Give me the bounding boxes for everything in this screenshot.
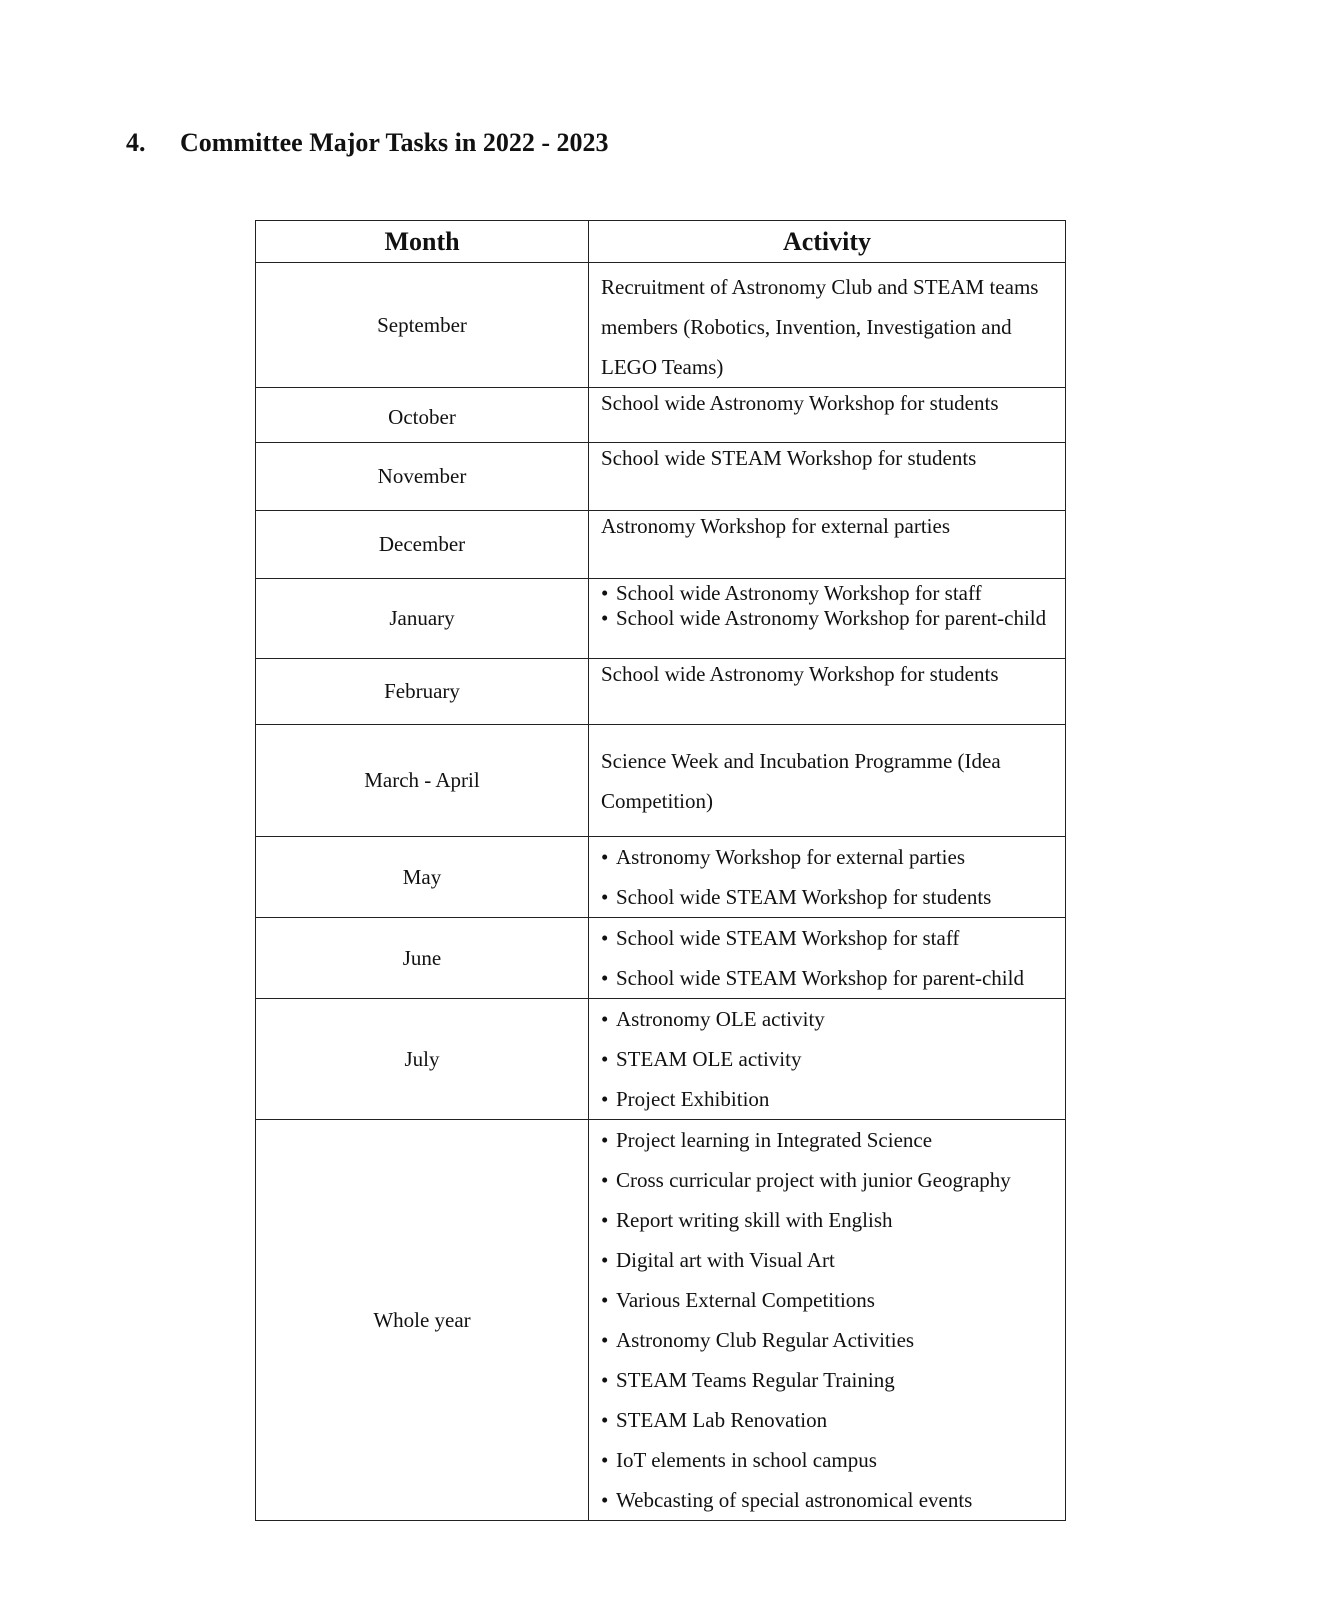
table-row — [256, 263, 1066, 388]
list-item: • Report writing skill with English — [601, 1200, 1057, 1240]
activity-cell — [589, 918, 1066, 999]
list-item: • STEAM Teams Regular Training — [601, 1360, 1057, 1400]
list-item: • STEAM Lab Renovation — [601, 1400, 1057, 1440]
month-cell: Whole year — [256, 1120, 589, 1521]
list-item: • STEAM OLE activity — [601, 1039, 1057, 1079]
month-cell: November — [256, 443, 589, 511]
activity-cell — [589, 511, 1066, 579]
activity-cell — [589, 263, 1066, 388]
table-header-row — [256, 221, 1066, 263]
table-row — [256, 725, 1066, 837]
list-item: • Astronomy OLE activity — [601, 999, 1057, 1039]
table-row — [256, 659, 1066, 725]
list-item: • Webcasting of special astronomical events — [601, 1480, 1057, 1520]
month-cell: February — [256, 659, 589, 725]
section-heading — [126, 128, 609, 158]
list-item: • School wide Astronomy Workshop for staff — [601, 581, 1057, 606]
list-item: • School wide STEAM Workshop for staff — [601, 918, 1057, 958]
section-number: 4. — [126, 128, 146, 157]
table-row — [256, 1120, 1066, 1521]
table-row — [256, 999, 1066, 1120]
activity-text: Science Week and Incubation Programme (Idea Competition) — [601, 748, 1001, 813]
list-item: • Digital art with Visual Art — [601, 1240, 1057, 1280]
list-item: • Project Exhibition — [601, 1079, 1057, 1119]
list-item: • School wide STEAM Workshop for students — [601, 877, 1057, 917]
list-item: • School wide Astronomy Workshop for parent-child — [601, 606, 1057, 631]
month-cell: September — [256, 263, 589, 388]
table-row — [256, 579, 1066, 659]
month-cell: July — [256, 999, 589, 1120]
activity-text: Recruitment of Astronomy Club and STEAM teams members (Robotics, Invention, Investigation and LEGO Teams) — [601, 275, 1039, 379]
activity-cell — [589, 659, 1066, 725]
list-item: • Various External Competitions — [601, 1280, 1057, 1320]
activity-cell — [589, 725, 1066, 837]
month-cell: January — [256, 579, 589, 659]
activity-list — [601, 581, 1057, 630]
list-item: • School wide STEAM Workshop for parent-child — [601, 958, 1057, 998]
activity-cell — [589, 999, 1066, 1120]
list-item: • Astronomy Club Regular Activities — [601, 1320, 1057, 1360]
table-row — [256, 837, 1066, 918]
table-row — [256, 443, 1066, 511]
activity-cell — [589, 443, 1066, 511]
month-cell: December — [256, 511, 589, 579]
month-header: Month — [256, 221, 589, 263]
activity-cell — [589, 1120, 1066, 1521]
activity-cell — [589, 579, 1066, 659]
activity-list — [601, 837, 1057, 917]
list-item: • Project learning in Integrated Science — [601, 1120, 1057, 1160]
table-row — [256, 511, 1066, 579]
month-cell: June — [256, 918, 589, 999]
activity-text: School wide Astronomy Workshop for students — [601, 391, 999, 415]
month-cell: October — [256, 388, 589, 443]
month-cell: March - April — [256, 725, 589, 837]
list-item: • Cross curricular project with junior Geography — [601, 1160, 1057, 1200]
section-title: Committee Major Tasks in 2022 - 2023 — [180, 128, 609, 157]
list-item: • Astronomy Workshop for external parties — [601, 837, 1057, 877]
tasks-table — [255, 220, 1066, 1521]
table-row — [256, 388, 1066, 443]
activity-cell — [589, 388, 1066, 443]
list-item: • IoT elements in school campus — [601, 1440, 1057, 1480]
activity-text: Astronomy Workshop for external parties — [601, 514, 951, 538]
activity-text: School wide STEAM Workshop for students — [601, 446, 977, 470]
table-row — [256, 918, 1066, 999]
activity-list — [601, 999, 1057, 1119]
activity-text: School wide Astronomy Workshop for students — [601, 662, 999, 686]
activity-list — [601, 918, 1057, 998]
activity-list — [601, 1120, 1057, 1520]
activity-header: Activity — [589, 221, 1066, 263]
month-cell: May — [256, 837, 589, 918]
activity-cell — [589, 837, 1066, 918]
